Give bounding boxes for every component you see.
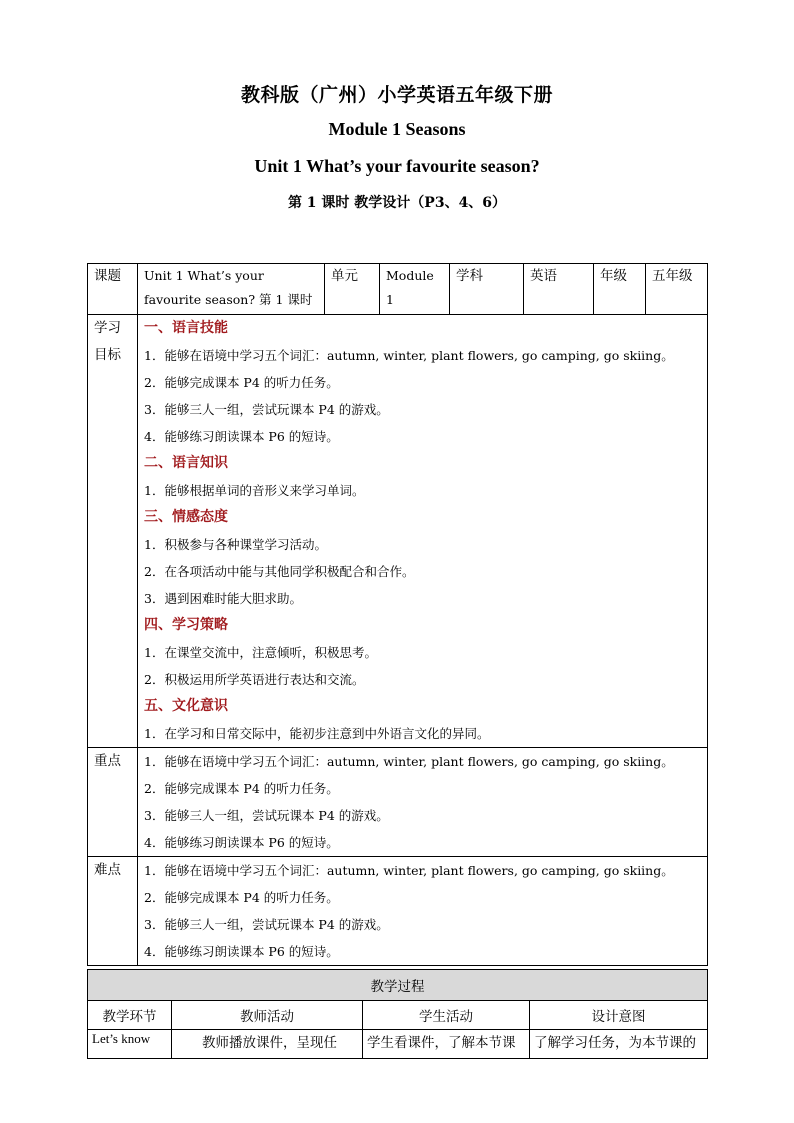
process-column-headers — [88, 1001, 708, 1030]
lesson-plan-table — [87, 263, 708, 966]
objective-item: 3．能够三人一组，尝试玩课本 P4 的游戏。 — [144, 402, 389, 417]
topic-label: 课题 — [88, 264, 138, 315]
key-point-item: 2．能够完成课本 P4 的听力任务。 — [144, 781, 339, 796]
process-student-activity: 学生看课件，了解本节课 — [363, 1030, 530, 1059]
unit-title: Unit 1 What’s your favourite season? — [254, 156, 540, 176]
objectives-content — [138, 315, 708, 748]
key-point-item: 3．能够三人一组，尝试玩课本 P4 的游戏。 — [144, 808, 389, 823]
grade-value: 五年级 — [646, 264, 708, 315]
column-header-student: 学生活动 — [363, 1001, 530, 1030]
subject-label: 学科 — [450, 264, 524, 315]
objective-item: 4．能够练习朗读课本 P6 的短诗。 — [144, 429, 339, 444]
difficult-point-item: 1．能够在语境中学习五个词汇：autumn, winter, plant flowers, go camping, go skiing。 — [144, 863, 674, 878]
difficult-point-item: 4．能够练习朗读课本 P6 的短诗。 — [144, 944, 339, 959]
grade-label: 年级 — [594, 264, 646, 315]
objective-item: 1．在学习和日常交际中，能初步注意到中外语言文化的异同。 — [144, 726, 490, 741]
key-point-item: 1．能够在语境中学习五个词汇：autumn, winter, plant flowers, go camping, go skiing。 — [144, 754, 674, 769]
column-header-intent: 设计意图 — [530, 1001, 708, 1030]
process-design-intent: 了解学习任务，为本节课的 — [530, 1030, 708, 1059]
objective-item: 1．能够在语境中学习五个词汇：autumn, winter, plant flowers, go camping, go skiing。 — [144, 348, 674, 363]
subject-value: 英语 — [524, 264, 594, 315]
difficult-points-content — [138, 857, 708, 966]
section-title-language-knowledge: 二、语言知识 — [144, 455, 228, 471]
column-header-teacher: 教师活动 — [172, 1001, 363, 1030]
difficult-points-label: 难点 — [88, 857, 138, 966]
module-title: Module 1 Seasons — [328, 119, 466, 139]
objective-item: 3．遇到困难时能大胆求助。 — [144, 591, 302, 606]
section-title-language-skills: 一、语言技能 — [144, 320, 228, 336]
difficult-point-item: 2．能够完成课本 P4 的听力任务。 — [144, 890, 339, 905]
objectives-row — [88, 315, 708, 748]
difficult-points-row — [88, 857, 708, 966]
info-row — [88, 264, 708, 315]
difficult-point-item: 3．能够三人一组，尝试玩课本 P4 的游戏。 — [144, 917, 389, 932]
key-point-item: 4．能够练习朗读课本 P6 的短诗。 — [144, 835, 339, 850]
column-header-stage: 教学环节 — [88, 1001, 172, 1030]
objective-item: 1．积极参与各种课堂学习活动。 — [144, 537, 327, 552]
section-title-culture: 五、文化意识 — [144, 698, 228, 714]
objective-item: 1．能够根据单词的音形义来学习单词。 — [144, 483, 365, 498]
lesson-subtitle: 第 1 课时 教学设计（P3、4、6） — [287, 195, 507, 211]
document-title: 教科版（广州）小学英语五年级下册 — [240, 84, 553, 106]
key-points-row — [88, 748, 708, 857]
objectives-label: 学习目标 — [88, 315, 138, 748]
key-points-label: 重点 — [88, 748, 138, 857]
key-points-content — [138, 748, 708, 857]
process-stage: Let’s know — [88, 1030, 172, 1059]
unit-label: 单元 — [325, 264, 380, 315]
process-row — [88, 1030, 708, 1059]
teaching-process-table — [87, 969, 708, 1059]
unit-value: Module 1 — [380, 264, 450, 315]
process-teacher-activity: 教师播放课件，呈现任 — [172, 1030, 363, 1059]
objective-item: 2．积极运用所学英语进行表达和交流。 — [144, 672, 365, 687]
objective-item: 2．能够完成课本 P4 的听力任务。 — [144, 375, 339, 390]
section-title-attitude: 三、情感态度 — [144, 509, 228, 525]
section-title-strategy: 四、学习策略 — [144, 617, 228, 633]
process-title: 教学过程 — [88, 970, 708, 1001]
topic-value: Unit 1 What’s your favourite season? 第 1 课时 — [138, 264, 325, 315]
objective-item: 2．在各项活动中能与其他同学积极配合和合作。 — [144, 564, 415, 579]
process-title-row — [88, 970, 708, 1001]
objective-item: 1．在课堂交流中，注意倾听，积极思考。 — [144, 645, 377, 660]
